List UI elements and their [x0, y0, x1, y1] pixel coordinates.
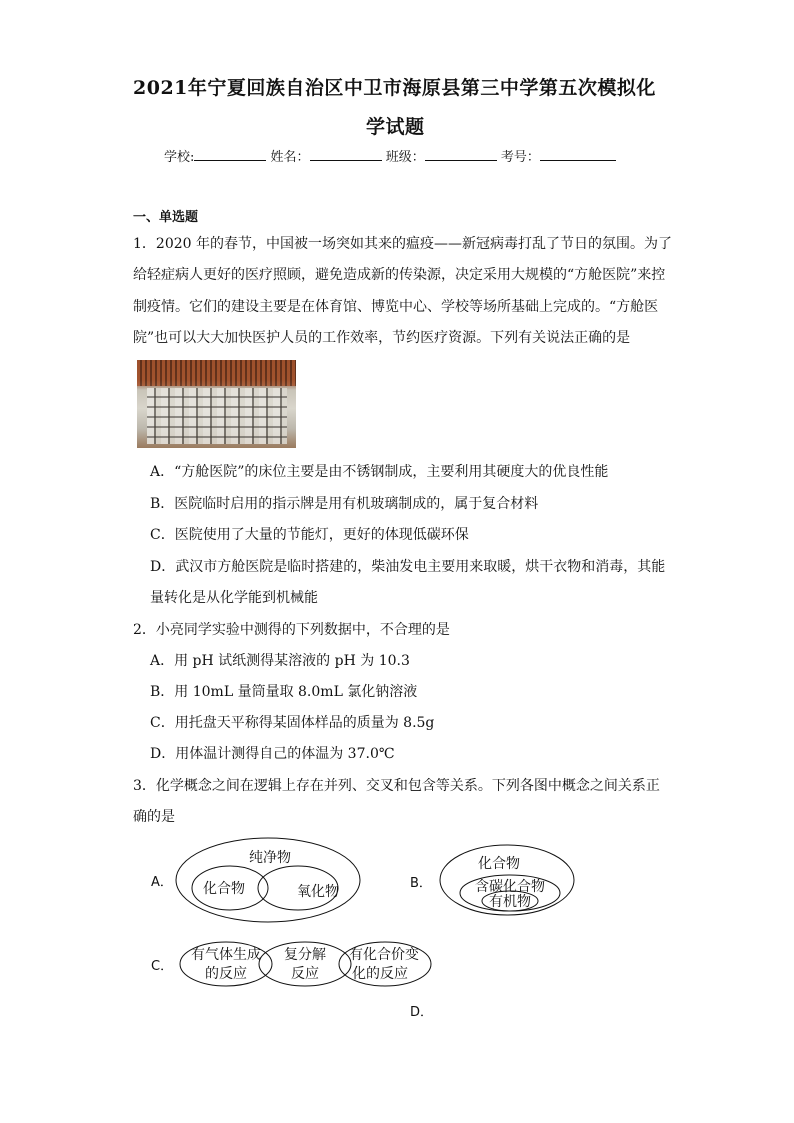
name-label: 姓名： — [270, 150, 310, 165]
student-info-line — [164, 146, 616, 165]
q1-stem-line: 院”也可以大大加快医护人员的工作效率，节约医疗资源。下列有关说法正确的是 — [133, 330, 631, 346]
q3-option-a-label[interactable]: A． — [151, 875, 173, 890]
valence-change-ellipse — [339, 942, 431, 986]
gas-reaction-label-1: 有气体生成 — [191, 947, 261, 963]
fangcang-hospital-photo — [137, 360, 296, 448]
class-blank[interactable] — [425, 148, 497, 161]
compound-label: 化合物 — [203, 881, 245, 897]
q3-option-c-label[interactable]: C． — [151, 959, 174, 974]
exam-title-line1: 2021年宁夏回族自治区中卫市海原县第三中学第五次模拟化 — [133, 77, 656, 99]
double-decomposition-ellipse — [259, 942, 351, 986]
q1-option-d[interactable]: D．武汉市方舱医院是临时搭建的，柴油发电主要用来取暖，烘干衣物和消毒，其能 — [150, 559, 666, 575]
gas-reaction-label-2: 的反应 — [205, 966, 247, 982]
q1-option-d-continued: 量转化是从化学能到机械能 — [150, 590, 318, 606]
valence-change-label-1: 有化合价变 — [349, 947, 419, 963]
exam-title-line2: 学试题 — [366, 116, 425, 138]
q2-option-b[interactable]: B．用 10mL 量筒量取 8.0mL 氯化钠溶液 — [150, 684, 418, 700]
carbon-compound-label: 含碳化合物 — [475, 879, 545, 895]
q3-stem-line: 3．化学概念之间在逻辑上存在并列、交叉和包含等关系。下列各图中概念之间关系正 — [133, 778, 660, 794]
oxide-label: 氧化物 — [297, 884, 339, 900]
q1-stem-line: 1．2020 年的春节，中国被一场突如其来的瘟疫——新冠病毒打乱了节日的氛围。为了 — [133, 236, 672, 252]
organic-label: 有机物 — [489, 894, 531, 910]
section-title: 一、单选题 — [133, 210, 199, 225]
compound-ellipse — [192, 866, 268, 910]
q1-option-c[interactable]: C．医院使用了大量的节能灯，更好的体现低碳环保 — [150, 527, 469, 543]
q3-option-d-label[interactable]: D． — [410, 1005, 434, 1020]
q2-option-a[interactable]: A．用 pH 试纸测得某溶液的 pH 为 10.3 — [150, 653, 410, 669]
valence-change-label-2: 化的反应 — [352, 966, 408, 982]
organic-ellipse — [482, 891, 538, 911]
double-decomposition-label-1: 复分解 — [284, 947, 326, 963]
compound-outer-label: 化合物 — [478, 856, 520, 872]
school-label: 学校: — [164, 150, 195, 165]
school-blank[interactable] — [194, 148, 266, 161]
q3-option-b-label[interactable]: B． — [410, 876, 432, 891]
exam-number-label: 考号： — [500, 150, 540, 165]
q1-stem-line: 制疫情。它们的建设主要是在体育馆、博览中心、学校等场所基础上完成的。“方舱医 — [133, 299, 659, 315]
oxide-ellipse — [258, 866, 338, 910]
name-blank[interactable] — [310, 148, 382, 161]
gas-reaction-ellipse — [180, 942, 272, 986]
q3-stem-line: 确的是 — [133, 809, 175, 825]
compound-outer-ellipse — [440, 845, 574, 915]
pure-substance-ellipse — [176, 838, 360, 922]
q2-stem: 2．小亮同学实验中测得的下列数据中，不合理的是 — [133, 622, 450, 638]
q2-option-d[interactable]: D．用体温计测得自己的体温为 37.0℃ — [150, 746, 395, 762]
q2-option-c[interactable]: C．用托盘天平称得某固体样品的质量为 8.5g — [150, 715, 435, 731]
carbon-compound-ellipse — [460, 875, 560, 911]
exam-number-blank[interactable] — [540, 148, 616, 161]
q1-stem-line: 给轻症病人更好的医疗照顾，避免造成新的传染源，决定采用大规模的“方舱医院”来控 — [133, 267, 666, 283]
q1-option-a[interactable]: A．“方舱医院”的床位主要是由不锈钢制成，主要利用其硬度大的优良性能 — [150, 464, 609, 480]
class-label: 班级： — [385, 150, 425, 165]
q1-option-b[interactable]: B．医院临时启用的指示牌是用有机玻璃制成的，属于复合材料 — [150, 496, 539, 512]
pure-substance-label: 纯净物 — [249, 850, 291, 866]
double-decomposition-label-2: 反应 — [291, 966, 319, 982]
